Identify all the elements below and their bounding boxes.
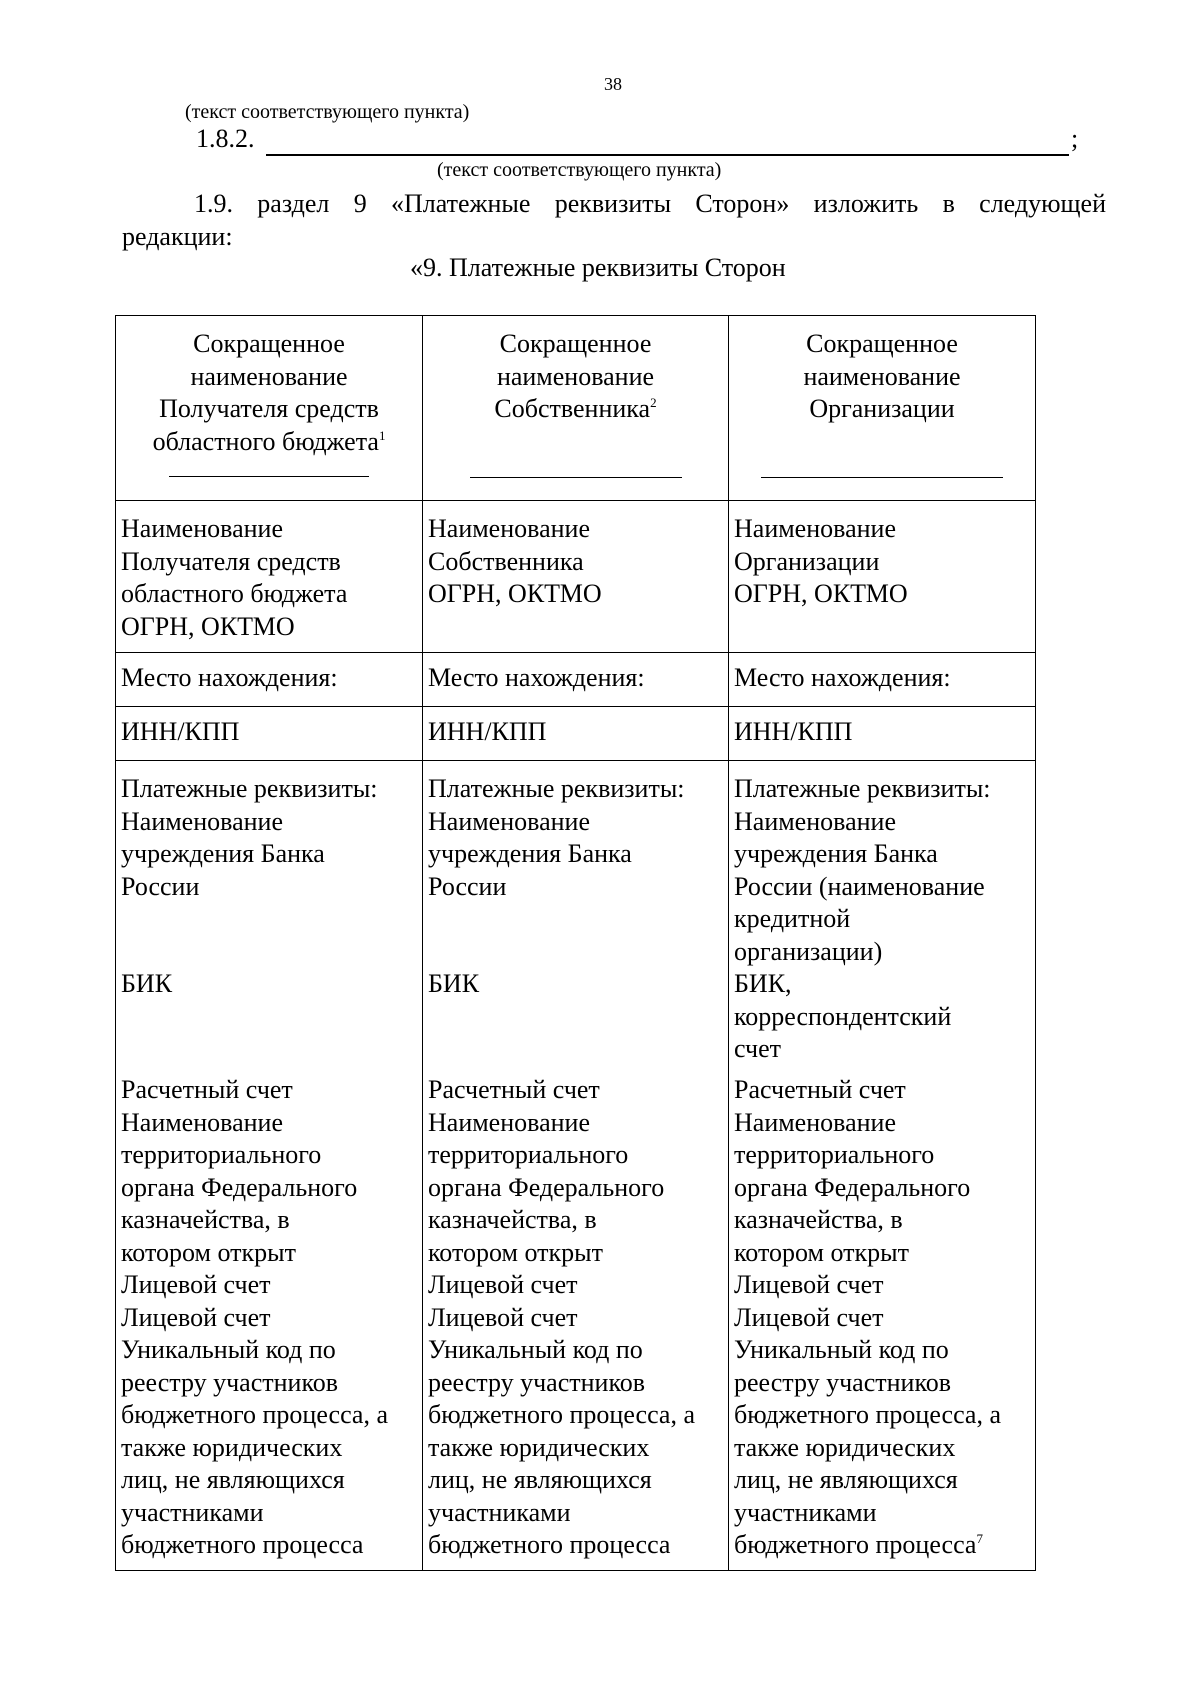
cell-line: учреждения Банка — [734, 839, 938, 868]
header-row — [116, 316, 1036, 501]
cell-line: бюджетного процесса — [428, 1530, 671, 1559]
cell-line: котором открыт — [428, 1237, 603, 1267]
cell-line: также юридических — [121, 1432, 343, 1462]
cell-line: Собственника — [428, 546, 584, 576]
header-text-line — [428, 393, 723, 426]
cell-line: казначейства, в — [734, 1205, 903, 1234]
location-cell: Место нахождения: — [729, 653, 1036, 707]
cell-line: лиц, не являющихся — [121, 1465, 345, 1494]
header-recipient — [116, 316, 423, 501]
cell-line: также юридических — [428, 1432, 650, 1462]
cell-line: организации) — [734, 936, 883, 966]
header-text-line: Организации — [809, 394, 955, 423]
cell-line: Лицевой счет — [428, 1270, 578, 1299]
bank-block — [734, 773, 1030, 968]
header-blank-line — [169, 476, 369, 477]
cell-line: Лицевой счет — [734, 1302, 884, 1332]
cell-line: Уникальный код по — [121, 1335, 336, 1364]
cell-line: кредитной — [734, 904, 851, 933]
cell-line: органа Федерального — [428, 1172, 665, 1202]
account-block — [121, 1074, 417, 1562]
bank-block — [121, 773, 417, 968]
header-owner — [423, 316, 729, 501]
cell-line: Наименование — [734, 1107, 896, 1137]
name-row — [116, 501, 1036, 653]
cell-line: лиц, не являющихся — [734, 1465, 958, 1494]
bik-block — [428, 968, 723, 1074]
field-hint-bottom: (текст соответствующего пункта) — [437, 159, 722, 181]
cell-line: учреждения Банка — [428, 839, 632, 868]
location-row — [116, 653, 1036, 707]
header-text-last: областного бюджета — [152, 426, 379, 456]
cell-line: Лицевой счет — [428, 1302, 578, 1332]
footnote-mark: 7 — [976, 1531, 983, 1546]
item-1-8-2-blank-line — [266, 154, 1069, 156]
cell-line: реестру участников — [121, 1367, 339, 1397]
cell-line: России — [121, 871, 200, 901]
header-blank-line — [470, 477, 682, 478]
cell-line: областного бюджета — [121, 579, 348, 608]
cell-line: бюджетного процесса, а — [121, 1400, 389, 1429]
cell-line: Получателя средств — [121, 546, 341, 576]
bik-block — [734, 968, 1030, 1074]
account-block — [428, 1074, 723, 1562]
bik-block — [121, 968, 417, 1074]
bank-block — [428, 773, 723, 968]
cell-line: счет — [734, 1034, 781, 1063]
cell-line: Уникальный код по — [734, 1335, 949, 1364]
payment-cell-owner — [423, 761, 729, 1571]
cell-line: казначейства, в — [121, 1205, 290, 1234]
cell-line: реестру участников — [734, 1367, 952, 1397]
cell-line: казначейства, в — [428, 1205, 597, 1234]
cell-line: бюджетного процесса, а — [428, 1400, 696, 1429]
cell-line: бюджетного процесса, а — [734, 1400, 1002, 1429]
cell-line: Платежные реквизиты: — [121, 774, 378, 803]
cell-line: Уникальный код по — [428, 1335, 643, 1364]
cell-line: России (наименование — [734, 871, 985, 901]
cell-line-last: бюджетного процесса — [734, 1530, 977, 1559]
cell-line: учреждения Банка — [121, 839, 325, 868]
inn-kpp-cell: ИНН/КПП — [423, 707, 729, 761]
header-text-last: Собственника — [494, 394, 651, 423]
item-1-8-2-semicolon: ; — [1071, 124, 1079, 153]
cell-line: Расчетный счет — [121, 1075, 293, 1104]
header-text-line: Получателя средств — [159, 394, 379, 423]
cell-line: также юридических — [734, 1432, 956, 1462]
field-hint-top: (текст соответствующего пункта) — [185, 101, 470, 123]
item-1-8-2-label: 1.8.2. — [196, 124, 255, 153]
inn-kpp-row — [116, 707, 1036, 761]
cell-line — [734, 1529, 1030, 1562]
cell-line: Организации — [734, 546, 880, 576]
cell-line: Наименование — [121, 1107, 283, 1137]
page-number: 38 — [604, 74, 622, 94]
cell-line: реестру участников — [428, 1367, 646, 1397]
header-text-line: наименование — [803, 361, 961, 391]
cell-line: БИК — [428, 969, 480, 998]
paragraph-1-9 — [122, 187, 1106, 253]
cell-line: котором открыт — [734, 1237, 909, 1267]
location-cell: Место нахождения: — [116, 653, 423, 707]
header-text-line: Сокращенное — [806, 329, 958, 358]
cell-line: органа Федерального — [734, 1172, 971, 1202]
cell-line: Наименование — [428, 514, 590, 543]
footnote-mark: 1 — [378, 427, 386, 443]
paragraph-1-9-line-1: 1.9. раздел 9 «Платежные реквизиты Сторон» изложить в следующей — [194, 189, 1106, 218]
cell-line: Наименование — [428, 1107, 590, 1137]
cell-line: Расчетный счет — [428, 1075, 600, 1104]
footnote-mark: 2 — [650, 395, 657, 410]
cell-line: Лицевой счет — [121, 1302, 271, 1332]
cell-line: Лицевой счет — [121, 1270, 271, 1299]
payment-details-table — [115, 315, 1036, 1571]
name-cell-recipient — [116, 501, 423, 653]
cell-line: участниками — [734, 1497, 877, 1527]
cell-line: территориального — [734, 1140, 935, 1169]
payment-cell-recipient — [116, 761, 423, 1571]
cell-line: России — [428, 871, 507, 901]
name-cell-owner — [423, 501, 729, 653]
cell-line: участниками — [121, 1497, 264, 1527]
cell-line: БИК — [121, 969, 173, 998]
cell-line: Наименование — [734, 514, 896, 543]
header-blank-line — [761, 477, 1003, 478]
payment-row — [116, 761, 1036, 1571]
cell-line: БИК, — [734, 969, 792, 998]
cell-line: Наименование — [428, 806, 590, 836]
section-title: «9. Платежные реквизиты Сторон — [410, 253, 786, 282]
cell-line: бюджетного процесса — [121, 1530, 364, 1559]
cell-line: Платежные реквизиты: — [734, 774, 991, 803]
cell-line: ОГРН, ОКТМО — [121, 611, 295, 641]
cell-line: участниками — [428, 1497, 571, 1527]
location-cell: Место нахождения: — [423, 653, 729, 707]
cell-line: корреспондентский — [734, 1001, 952, 1031]
payment-cell-organization — [729, 761, 1036, 1571]
header-text-line: Сокращенное — [499, 329, 652, 358]
header-text-line: наименование — [496, 361, 655, 391]
paragraph-1-9-line-2: редакции: — [122, 222, 233, 251]
header-text-line — [121, 426, 417, 459]
cell-line: ОГРН, ОКТМО — [734, 579, 908, 608]
header-organization — [729, 316, 1036, 501]
cell-line: котором открыт — [121, 1237, 296, 1267]
inn-kpp-cell: ИНН/КПП — [116, 707, 423, 761]
cell-line: Наименование — [121, 806, 283, 836]
cell-line: Расчетный счет — [734, 1075, 906, 1104]
header-text-line: наименование — [190, 361, 348, 391]
cell-line: территориального — [428, 1140, 629, 1169]
cell-line: Лицевой счет — [734, 1270, 884, 1299]
inn-kpp-cell: ИНН/КПП — [729, 707, 1036, 761]
cell-line: ОГРН, ОКТМО — [428, 579, 602, 608]
cell-line: Наименование — [734, 806, 896, 836]
cell-line: Платежные реквизиты: — [428, 774, 685, 803]
cell-line: территориального — [121, 1140, 322, 1169]
header-text-line: Сокращенное — [193, 329, 345, 358]
cell-line: органа Федерального — [121, 1172, 358, 1202]
cell-line: лиц, не являющихся — [428, 1465, 652, 1494]
cell-line: Наименование — [121, 514, 283, 543]
account-block — [734, 1074, 1030, 1562]
name-cell-organization — [729, 501, 1036, 653]
